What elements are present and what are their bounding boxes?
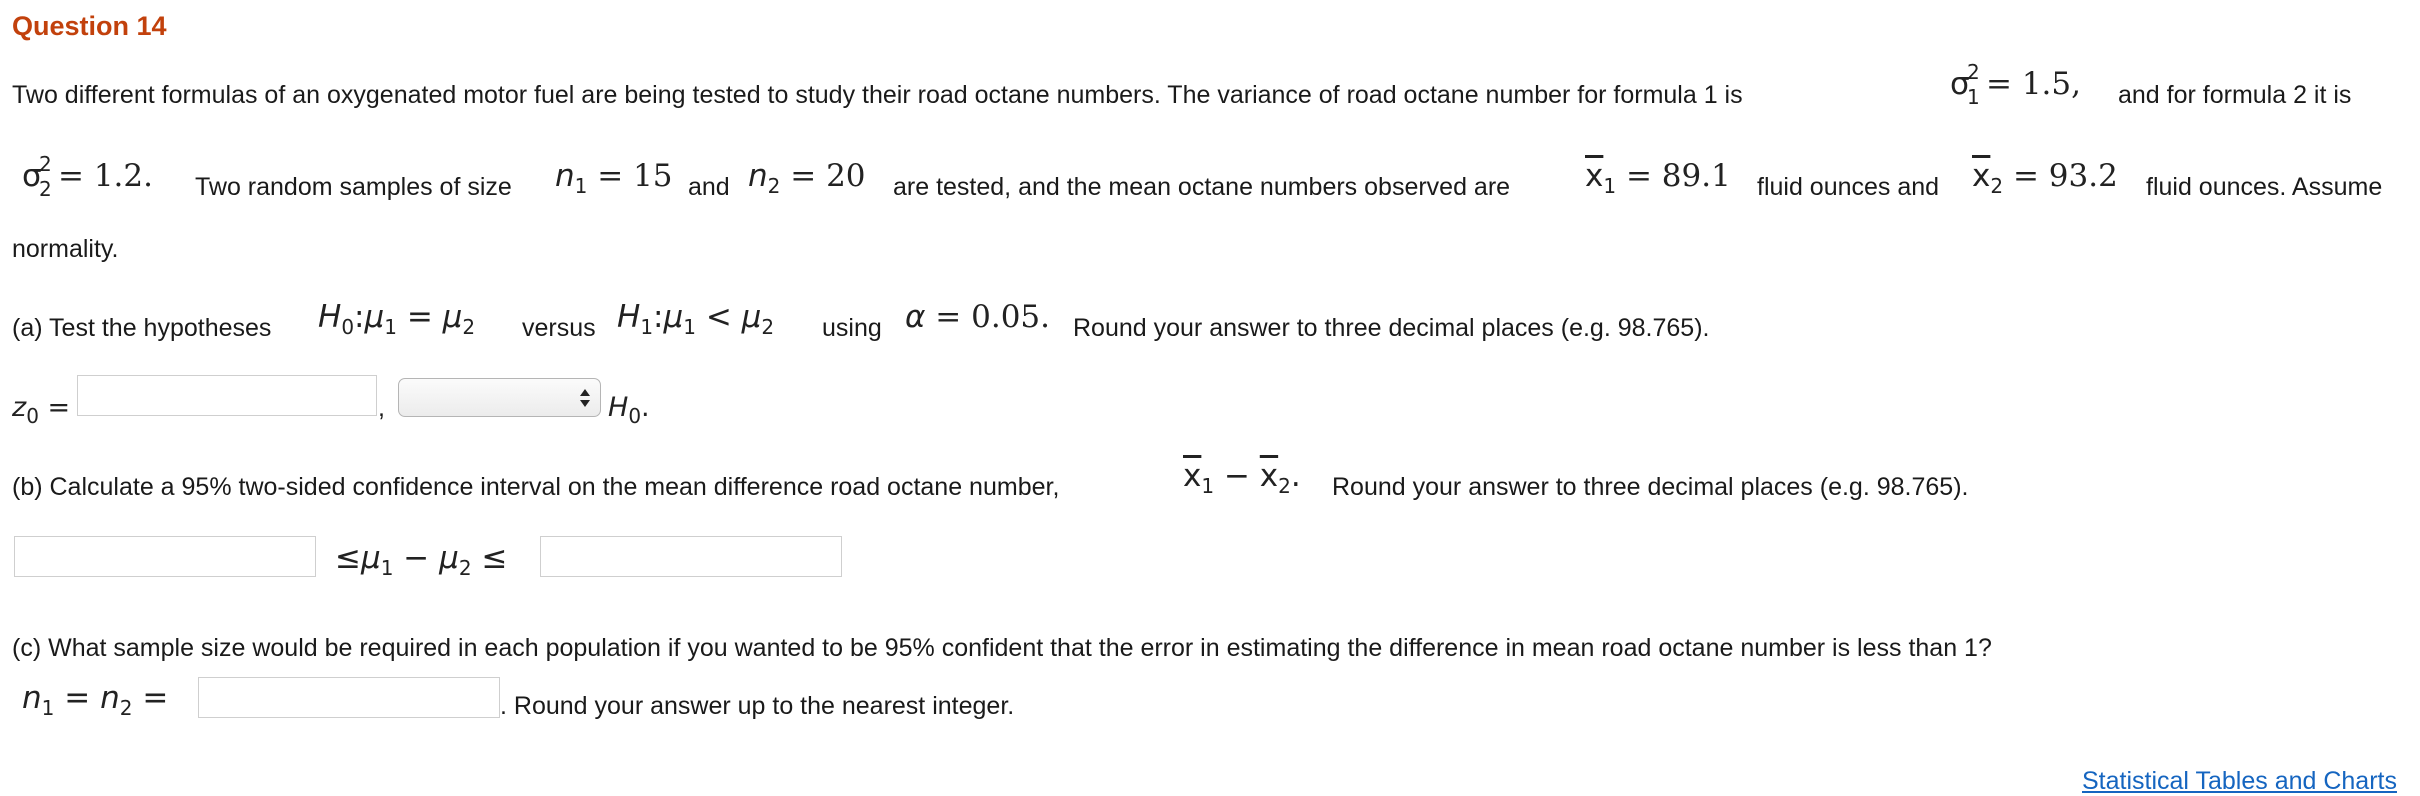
n-equation: $n_1 = n_2$ = xyxy=(22,680,169,720)
intro-line2-text-e: fluid ounces. Assume xyxy=(2146,173,2383,201)
z0-equals: = xyxy=(47,392,71,423)
xbar2-equation: $\overline{x}_2 = 93.2$ xyxy=(1972,158,2118,198)
z0-label: $z_0$ = xyxy=(12,392,71,428)
part-b-instruction: Round your answer to three decimal places (e.g. 98.765). xyxy=(1332,473,1969,501)
xbar1-equation: $\overline{x}_1 = 89.1$ xyxy=(1585,158,1731,198)
intro-line2-text-c: are tested, and the mean octane numbers observed are xyxy=(893,173,1511,201)
part-a-using: using xyxy=(822,314,882,342)
sigma2-squared-equation: σ 2 2 = 1.2. xyxy=(22,152,153,201)
intro-line3-text: normality. xyxy=(12,235,119,263)
alpha-value: = 0.05. xyxy=(935,299,1051,335)
z0-input[interactable] xyxy=(77,375,377,416)
xbar1-value: = 89.1 xyxy=(1625,158,1731,194)
n1-equation: $n_1 = 15$ xyxy=(555,158,673,198)
part-c-suffix: . Round your answer up to the nearest integer. xyxy=(500,692,1015,720)
n-equals: = xyxy=(142,680,169,716)
sample-size-input[interactable] xyxy=(198,677,500,718)
select-arrows-icon xyxy=(579,387,591,409)
h0-period: . xyxy=(641,392,650,423)
alpha-equation: α = 0.05. xyxy=(905,299,1051,335)
xbar-difference: $\overline{x}_1 - \overline{x}_2$. xyxy=(1183,458,1301,498)
sigma2-value: = 1.2. xyxy=(58,158,153,194)
n2-equation: $n_2 = 20$ xyxy=(748,158,866,198)
n1-value: = 15 xyxy=(597,158,673,194)
xbar2-value: = 93.2 xyxy=(2012,158,2118,194)
statistical-tables-link[interactable]: Statistical Tables and Charts xyxy=(2082,767,2397,795)
n2-value: = 20 xyxy=(790,158,866,194)
h1-hypothesis: $H_1:\mu_1 < \mu_2$ xyxy=(617,299,775,339)
decision-select[interactable] xyxy=(398,378,601,417)
question-title: Question 14 xyxy=(12,11,167,41)
part-c-prefix: (c) What sample size would be required in each population if you wanted to be 95% confident that the error in estimating the difference in mean road octane number is less than 1? xyxy=(12,634,1992,662)
ci-lower-input[interactable] xyxy=(14,536,316,577)
part-b-prefix: (b) Calculate a 95% two-sided confidence interval on the mean difference road octane number, xyxy=(12,473,1060,501)
sigma1-squared-equation: σ 2 1 = 1.5, xyxy=(1950,60,2081,109)
intro-line1-text: Two different formulas of an oxygenated motor fuel are being tested to study their road octane numbers. The variance of road octane number for formula 1 is xyxy=(12,81,1743,109)
part-a-versus: versus xyxy=(522,314,596,342)
sigma1-value: = 1.5, xyxy=(1986,66,2081,102)
intro-line2-text-b: and xyxy=(688,173,730,201)
intro-line1-tail: and for formula 2 it is xyxy=(2118,81,2352,109)
intro-line2-text-d: fluid ounces and xyxy=(1757,173,1940,201)
comma-separator: , xyxy=(378,394,385,422)
h0-reference: $H_0$. xyxy=(608,392,650,428)
h0-hypothesis: $H_0:\mu_1 = \mu_2$ xyxy=(318,299,476,339)
ci-inequality: $\le\mu_1 - \mu_2$ ≤ xyxy=(335,540,508,580)
intro-line2-text-a: Two random samples of size xyxy=(195,173,512,201)
part-a-prefix: (a) Test the hypotheses xyxy=(12,314,272,342)
ci-upper-input[interactable] xyxy=(540,536,842,577)
part-a-instruction: Round your answer to three decimal places (e.g. 98.765). xyxy=(1073,314,1710,342)
